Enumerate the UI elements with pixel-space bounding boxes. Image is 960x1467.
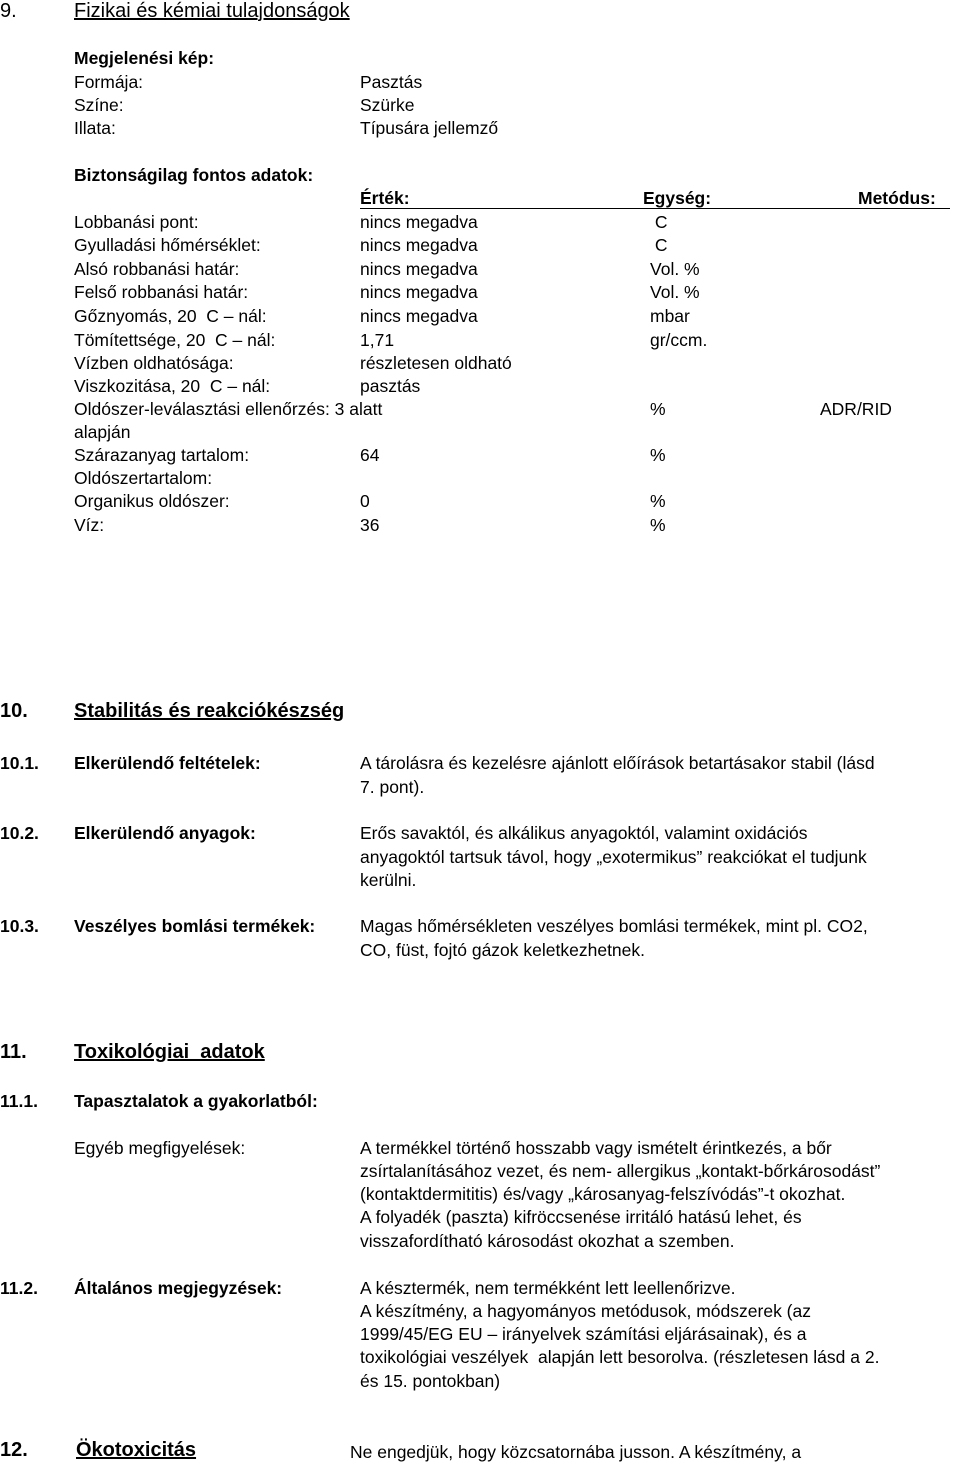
section-9-title: Fizikai és kémiai tulajdonságok [74,0,350,22]
subsection-text: A késztermék, nem termékként lett leellenőrizve. [360,1278,736,1298]
property-value: nincs megadva [360,259,478,279]
property-unit: % [650,399,666,419]
property-unit: gr/ccm. [650,330,708,350]
subsection-text: Erős savaktól, és alkálikus anyagoktól, valamint oxidációs [360,823,808,843]
property-unit: % [650,445,666,465]
subsection-number: 11.1. [0,1091,38,1111]
appearance-label: Formája: [74,72,144,92]
subsection-label: Tapasztalatok a gyakorlatból: [74,1091,318,1111]
section-12-number: 12. [0,1439,28,1461]
section-10-number: 10. [0,700,28,722]
table-header-rule [360,208,950,209]
property-label: Viszkozitása, 20 C – nál: [74,376,271,396]
property-label: Gyulladási hőmérséklet: [74,235,261,255]
section-11-number: 11. [0,1041,27,1063]
subsection-text: 7. pont). [360,777,425,797]
property-label: Víz: [74,515,105,535]
section-12-text: Ne engedjük, hogy közcsatornába jusson. A készítmény, a [350,1442,802,1462]
property-label: Vízben oldhatósága: [74,353,234,373]
section-10-title: Stabilitás és reakciókészség [74,700,345,722]
subsection-number: 10.1. [0,753,39,773]
appearance-value: Típusára jellemző [360,118,499,138]
subsection-label: Veszélyes bomlási termékek: [74,916,316,936]
subsection-number: 11.2. [0,1278,38,1298]
subsection-text: és 15. pontokban) [360,1371,501,1391]
property-label: Oldószer-leválasztási ellenőrzés: 3 alatt [74,399,383,419]
subsection-text: A termékkel történő hosszabb vagy ismételt érintkezés, a bőr [360,1138,832,1158]
subsection-text: 1999/45/EG EU – irányelvek számítási eljárásainak), és a [360,1324,807,1344]
property-label: Tömítettsége, 20 C – nál: [74,330,276,350]
col-header-unit: Egység: [643,188,712,208]
subsection-number: 10.2. [0,823,39,843]
subsection-text: A folyadék (paszta) kifröccsenése irritáló hatású lehet, és [360,1207,802,1227]
subsection-text: visszafordítható károsodást okozhat a szemben. [360,1231,735,1251]
subsection-label: Általános megjegyzések: [74,1278,283,1298]
property-label: Organikus oldószer: [74,491,230,511]
property-value: nincs megadva [360,212,478,232]
appearance-value: Pasztás [360,72,423,92]
subsection-text: kerülni. [360,870,417,890]
subsection-text: zsírtalanításához vezet, és nem- allergikus „kontakt-bőrkárosodást” [360,1161,881,1181]
other-observations-label: Egyéb megfigyelések: [74,1138,246,1158]
property-label: Lobbanási pont: [74,212,199,232]
section-12-title: Ökotoxicitás [76,1439,197,1461]
appearance-heading: Megjelenési kép: [74,48,215,68]
solvent-heading: Oldószertartalom: [74,468,213,488]
subsection-text: CO, füst, fojtó gázok keletkezhetnek. [360,940,646,960]
appearance-value: Szürke [360,95,415,115]
property-value: 64 [360,445,380,465]
section-9-number: 9. [0,0,17,22]
subsection-text: A tárolásra és kezelésre ajánlott előírások betartásakor stabil (lásd [360,753,875,773]
property-label-continued: alapján [74,422,131,442]
property-value: nincs megadva [360,306,478,326]
property-value: 0 [360,491,370,511]
property-method: ADR/RID [820,399,892,419]
property-label: Alsó robbanási határ: [74,259,240,279]
property-value: nincs megadva [360,235,478,255]
col-header-method: Metódus: [858,188,936,208]
property-label: Gőznyomás, 20 C – nál: [74,306,267,326]
subsection-text: A készítmény, a hagyományos metódusok, módszerek (az [360,1301,811,1321]
subsection-label: Elkerülendő feltételek: [74,753,261,773]
property-unit: C [650,212,668,232]
property-label: Felső robbanási határ: [74,282,249,302]
subsection-text: toxikológiai veszélyek alapján lett besorolva. (részletesen lásd a 2. [360,1347,880,1367]
property-unit: C [650,235,668,255]
property-unit: Vol. % [650,259,700,279]
appearance-label: Színe: [74,95,124,115]
safety-heading: Biztonságilag fontos adatok: [74,165,314,185]
subsection-label: Elkerülendő anyagok: [74,823,256,843]
subsection-text: (kontaktdermititis) és/vagy „károsanyag-felszívódás”-t okozhat. [360,1184,846,1204]
property-value: 1,71 [360,330,395,350]
property-value: pasztás [360,376,421,396]
property-value: nincs megadva [360,282,478,302]
subsection-number: 10.3. [0,916,39,936]
subsection-text: anyagoktól tartsuk távol, hogy „exotermikus” reakciókat el tudjunk [360,847,867,867]
property-unit: % [650,491,666,511]
property-unit: mbar [650,306,690,326]
section-11-title: Toxikológiai adatok [74,1041,265,1063]
col-header-value: Érték: [360,188,410,208]
property-unit: Vol. % [650,282,700,302]
property-label: Szárazanyag tartalom: [74,445,250,465]
property-value: 36 [360,515,380,535]
property-unit: % [650,515,666,535]
subsection-text: Magas hőmérsékleten veszélyes bomlási termékek, mint pl. CO2, [360,916,868,936]
appearance-label: Illata: [74,118,116,138]
property-value: részletesen oldható [360,353,512,373]
